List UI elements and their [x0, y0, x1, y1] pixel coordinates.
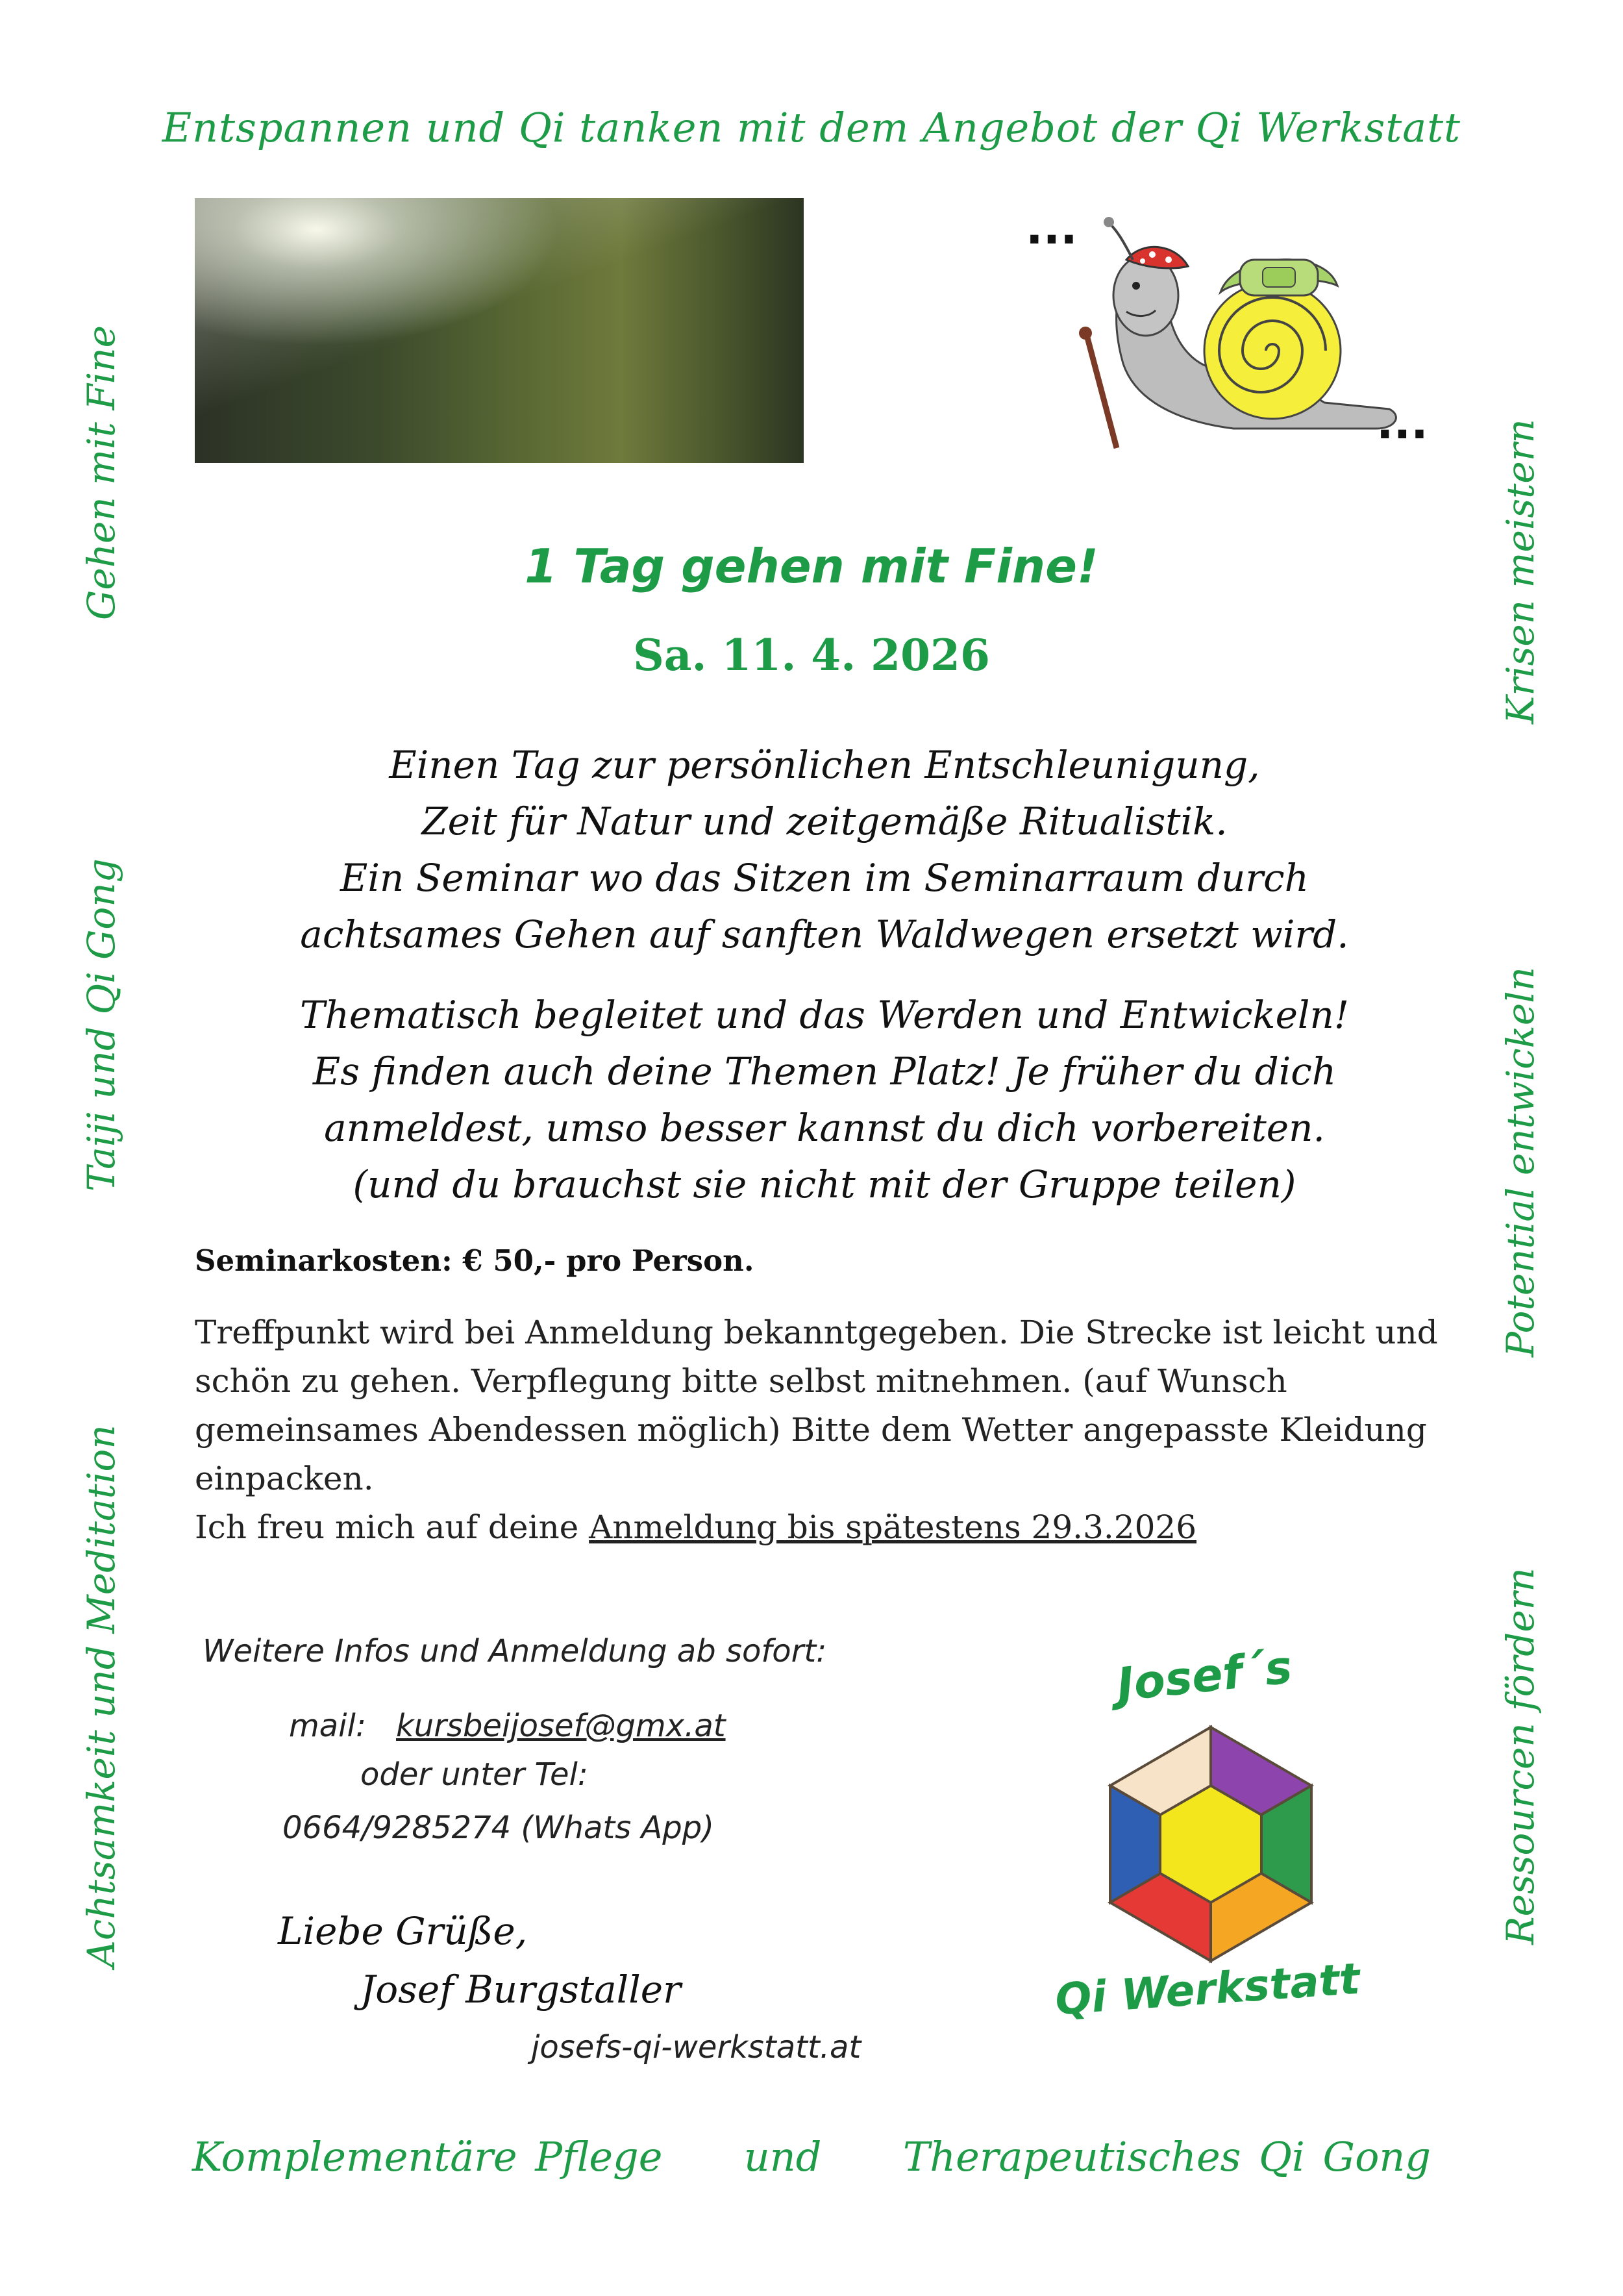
greeting: Liebe Grüße,: [278, 1909, 528, 1953]
info-text: [195, 1308, 1461, 1552]
contact-heading: Weitere Infos und Anmeldung ab sofort:: [203, 1633, 827, 1669]
forest-photo: [195, 198, 804, 463]
side-right-bottom: Ressourcen fördern: [1498, 1567, 1542, 1945]
website-link[interactable]: josefs-qi-werkstatt.at: [531, 2029, 861, 2065]
mail-link[interactable]: kursbeijosef@gmx.at: [396, 1708, 726, 1744]
top-banner: Entspannen und Qi tanken mit dem Angebot der Qi Werkstatt: [162, 104, 1461, 151]
intro-line: Einen Tag zur persönlichen Entschleunigung,: [389, 743, 1260, 787]
side-left-top: Gehen mit Fine: [79, 325, 123, 620]
page-title: 1 Tag gehen mit Fine!: [525, 539, 1098, 593]
signature-name: Josef Burgstaller: [360, 1967, 681, 2012]
side-left-bottom: Achtsamkeit und Meditation: [79, 1425, 123, 1967]
tel-label: oder unter Tel:: [360, 1756, 588, 1793]
side-right-top: Krisen meistern: [1498, 419, 1542, 724]
info-paragraph: Treffpunkt wird bei Anmeldung bekanntgegeben. Die Strecke ist leicht und schön zu gehen. Verpflegung bitte selbst mitnehmen. (auf Wunsch gemeinsames Abendessen möglich) Bitte dem Wetter angepasste Kleidung einpacken.: [195, 1314, 1438, 1497]
footer-mid: und: [743, 2133, 822, 2180]
theme-line: (und du brauchst sie nicht mit der Gruppe teilen): [353, 1162, 1296, 1206]
tel-number[interactable]: 0664/9285274 (Whats App): [282, 1810, 714, 1846]
mail-label: mail:: [289, 1708, 367, 1744]
theme-line: Thematisch begleitet und das Werden und Entwickeln!: [299, 993, 1350, 1037]
footer-left: Komplementäre Pflege: [192, 2133, 663, 2180]
theme-paragraph: [195, 987, 1454, 1213]
side-left-mid: Taiji und Qi Gong: [79, 858, 123, 1192]
snail-dots-left: ...: [1026, 201, 1078, 255]
deadline-line: [195, 1503, 1461, 1552]
snail-dots-right: ...: [1376, 396, 1428, 449]
intro-paragraph: [195, 737, 1454, 963]
freu-text: Ich freu mich auf deine: [195, 1508, 589, 1546]
intro-line: achtsames Gehen auf sanften Waldwegen ersetzt wird.: [300, 912, 1349, 956]
intro-line: Ein Seminar wo das Sitzen im Seminarraum durch: [340, 856, 1309, 900]
bottom-banner: [0, 2133, 1623, 2180]
theme-line: Es finden auch deine Themen Platz! Je früher du dich: [312, 1049, 1337, 1093]
hexagon-logo-icon: [1094, 1721, 1328, 1967]
event-date: Sa. 11. 4. 2026: [633, 630, 990, 680]
footer-right: Therapeutisches Qi Gong: [902, 2133, 1431, 2180]
side-right-mid: Potential entwickeln: [1498, 966, 1542, 1357]
snail-illustration: [1013, 201, 1441, 461]
registration-deadline: Anmeldung bis spätestens 29.3.2026: [589, 1508, 1197, 1546]
theme-line: anmeldest, umso besser kannst du dich vorbereiten.: [324, 1106, 1325, 1150]
intro-line: Zeit für Natur und zeitgemäße Ritualistik.: [421, 799, 1228, 843]
logo-top-text: Josef´s: [1114, 1640, 1295, 1712]
qi-werkstatt-logo: [1026, 1636, 1389, 2026]
seminar-costs: Seminarkosten: € 50,- pro Person.: [195, 1243, 754, 1278]
logo-bottom-text: Qi Werkstatt: [1053, 1953, 1362, 2025]
